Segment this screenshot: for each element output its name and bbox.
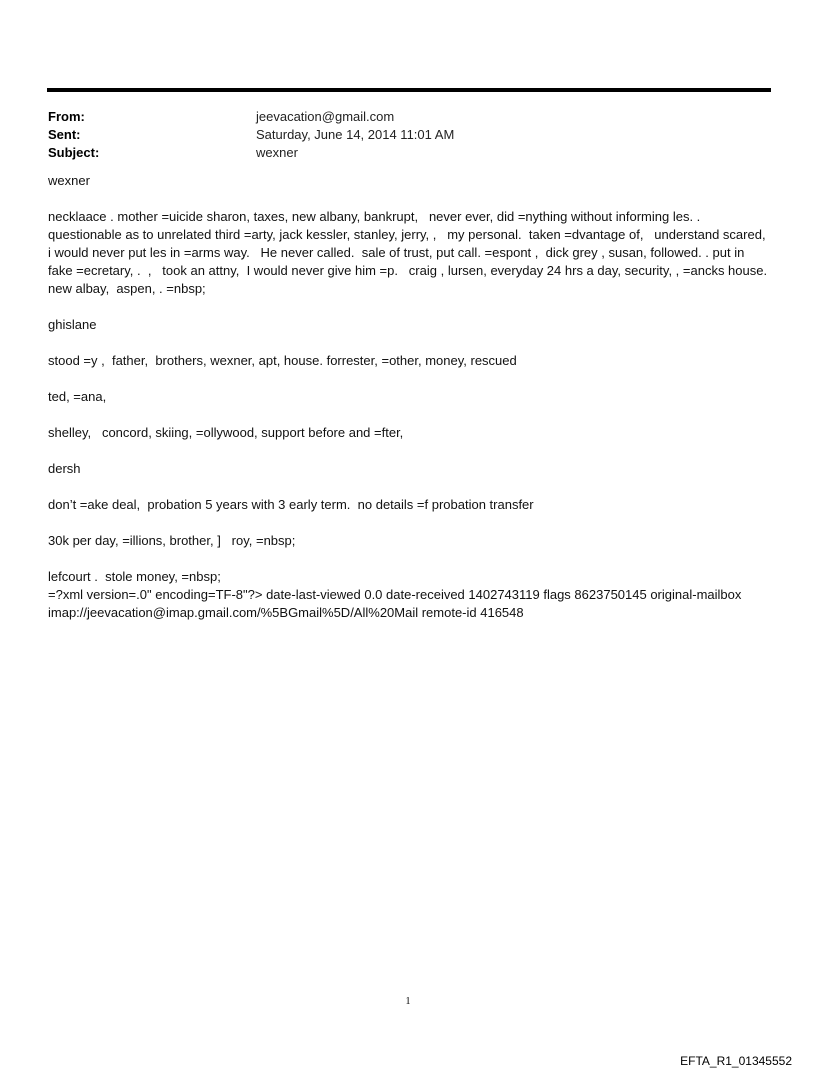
email-header: [48, 108, 768, 162]
sent-label: Sent:: [48, 127, 81, 142]
from-row: [48, 108, 768, 126]
from-label: From:: [48, 109, 85, 124]
sent-value: Saturday, June 14, 2014 11:01 AM: [256, 127, 455, 142]
body-paragraph: dersh: [48, 461, 81, 476]
metadata-paragraph: =?xml version=.0" encoding=TF-8"?> date-last-viewed 0.0 date-received 1402743119 flags 8623750145 original-mailbox imap://jeevacation@imap.gmail.com/%5BGmail%5D/All%20Mail remote-id 416548: [48, 587, 745, 620]
body-paragraph: necklaace . mother =uicide sharon, taxes, new albany, bankrupt, never ever, did =nything without informing les. . questionable as to unrelated third =arty, jack kessler, stanley, jerry, , my personal. taken =dvantage of, understand scared, i would never put les in =arms way. He never called. sale of trust, put call. =espont , dick grey , susan, followed. . put in fake =ecretary, . , took an attny, I would never give him =p. craig , lursen, everyday 24 hrs a day, security, , =ancks house. new albay, aspen, . =nbsp;: [48, 209, 773, 296]
sent-row: [48, 126, 768, 144]
document-id: EFTA_R1_01345552: [680, 1054, 792, 1068]
subject-row: [48, 144, 768, 162]
body-paragraph: stood =y , father, brothers, wexner, apt, house. forrester, =other, money, rescued: [48, 353, 517, 368]
from-value: jeevacation@gmail.com: [256, 109, 395, 124]
body-paragraph: wexner: [48, 173, 90, 188]
body-paragraph: ghislane: [48, 317, 97, 332]
subject-label: Subject:: [48, 145, 100, 160]
body-paragraph: ted, =ana,: [48, 389, 107, 404]
page-number: 1: [405, 996, 411, 1007]
subject-value: wexner: [256, 145, 298, 160]
body-paragraph: lefcourt . stole money, =nbsp;: [48, 569, 221, 584]
body-paragraph: shelley, concord, skiing, =ollywood, support before and =fter,: [48, 425, 404, 440]
body-paragraph: 30k per day, =illions, brother, ] roy, =nbsp;: [48, 533, 296, 548]
email-body: [48, 172, 772, 640]
top-divider: [47, 88, 771, 92]
body-paragraph: don’t =ake deal, probation 5 years with 3 early term. no details =f probation transfer: [48, 497, 534, 512]
